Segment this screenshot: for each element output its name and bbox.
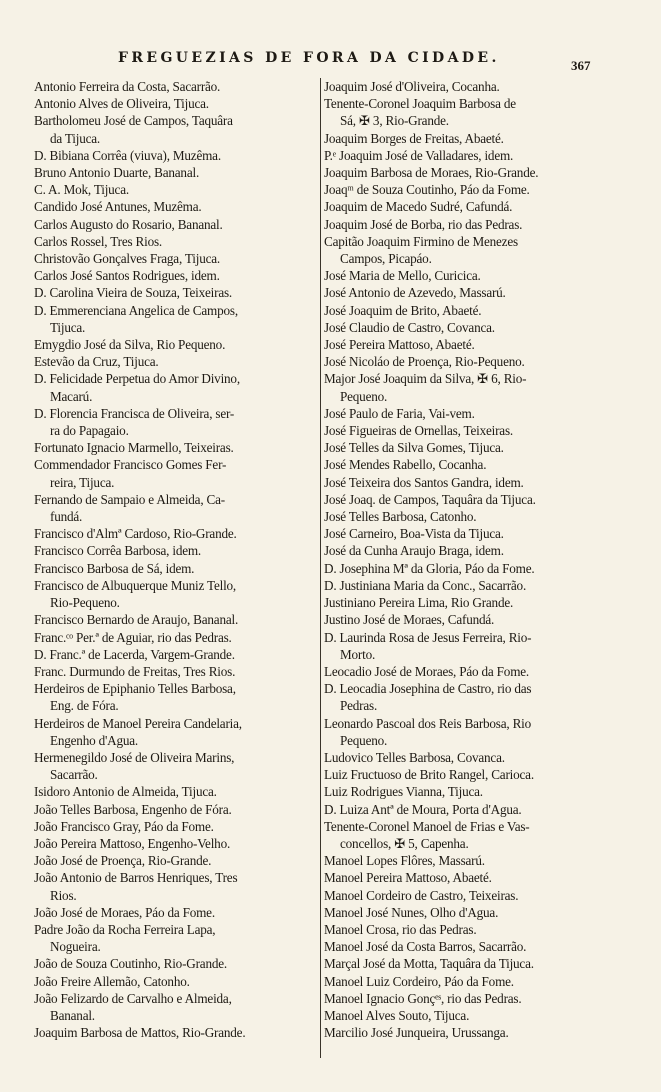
entry-line: Christovão Gonçalves Fraga, Tijuca. — [34, 251, 221, 267]
directory-entry — [34, 147, 316, 164]
entry-line: João Francisco Gray, Páo da Fome. — [34, 818, 214, 834]
entry-line: Manoel José Nunes, Olho d'Agua. — [324, 904, 499, 920]
entry-line: José Figueiras de Ornellas, Teixeiras. — [324, 423, 513, 439]
directory-entry — [34, 284, 316, 301]
directory-entry — [34, 216, 316, 233]
entry-line: Fortunato Ignacio Marmello, Teixeiras. — [34, 440, 234, 456]
entry-line: Joaqᵐ de Souza Coutinho, Páo da Fome. — [324, 182, 530, 198]
entry-continuation: Nogueira. — [50, 939, 101, 955]
entry-line: Major José Joaquim da Silva, ✠ 6, Rio- — [324, 371, 527, 387]
entry-line: Francisco Corrêa Barbosa, idem. — [34, 543, 202, 559]
left-column — [34, 78, 316, 1041]
directory-entry — [34, 1024, 316, 1041]
directory-entry — [324, 370, 642, 404]
entry-line: Antonio Ferreira da Costa, Sacarrão. — [34, 79, 221, 94]
entry-line: João José de Moraes, Páo da Fome. — [34, 904, 215, 920]
entry-line: D. Bibiana Corrêa (viuva), Muzêma. — [34, 147, 221, 163]
entry-line: Francisco Barbosa de Sá, idem. — [34, 560, 195, 576]
entry-line: Joaquim Barbosa de Mattos, Rio-Grande. — [34, 1025, 246, 1041]
directory-entry — [34, 783, 316, 800]
entry-line: Justiniano Pereira Lima, Rio Grande. — [324, 595, 514, 611]
entry-line: Ludovico Telles Barbosa, Covanca. — [324, 749, 505, 765]
directory-entry — [324, 577, 642, 594]
directory-entry — [34, 611, 316, 628]
directory-entry — [324, 422, 642, 439]
entry-line: D. Luiza Antª de Moura, Porta d'Agua. — [324, 801, 522, 817]
directory-entry — [324, 663, 642, 680]
entry-continuation: Pequeno. — [340, 388, 388, 404]
entry-line: Manoel Lopes Flôres, Massarú. — [324, 853, 485, 869]
directory-entry — [324, 783, 642, 800]
entry-continuation: Campos, Picapáo. — [340, 251, 432, 267]
directory-entry — [34, 973, 316, 990]
entry-line: D. Laurinda Rosa de Jesus Ferreira, Rio- — [324, 629, 532, 645]
entry-line: Commendador Francisco Gomes Fer- — [34, 457, 227, 473]
directory-entry — [34, 370, 316, 404]
directory-entry — [324, 938, 642, 955]
entry-line: José Mendes Rabello, Cocanha. — [324, 457, 487, 473]
entry-line: Emygdio José da Silva, Rio Pequeno. — [34, 337, 226, 353]
entry-line: Carlos Augusto do Rosario, Bananal. — [34, 216, 223, 232]
directory-entry — [34, 181, 316, 198]
directory-entry — [34, 852, 316, 869]
directory-entry — [324, 439, 642, 456]
directory-entry — [324, 284, 642, 301]
entry-line: Capitão Joaquim Firmino de Menezes — [324, 233, 518, 249]
directory-entry — [34, 680, 316, 714]
entry-line: Leocadio José de Moraes, Páo da Fome. — [324, 663, 530, 679]
entry-line: José Telles Barbosa, Catonho. — [324, 509, 477, 525]
directory-entry — [324, 852, 642, 869]
entry-continuation: Pedras. — [340, 698, 378, 714]
entry-continuation: Sá, ✠ 3, Rio-Grande. — [340, 113, 449, 129]
directory-entry — [324, 233, 642, 267]
entry-line: Bartholomeu José de Campos, Taquâra — [34, 113, 233, 129]
directory-entry — [34, 818, 316, 835]
entry-line: Carlos José Santos Rodrigues, idem. — [34, 268, 220, 284]
directory-entry — [34, 663, 316, 680]
directory-entry — [34, 869, 316, 903]
directory-entry — [324, 818, 642, 852]
entry-line: Tenente-Coronel Manoel de Frias e Vas- — [324, 818, 530, 834]
entry-continuation: concellos, ✠ 5, Capenha. — [340, 835, 469, 851]
entry-line: Fernando de Sampaio e Almeida, Ca- — [34, 491, 225, 507]
directory-entry — [34, 405, 316, 439]
directory-entry — [34, 577, 316, 611]
directory-entry — [324, 973, 642, 990]
directory-entry — [324, 353, 642, 370]
entry-line: Manoel Crosa, rio das Pedras. — [324, 921, 477, 937]
entry-line: Marcilio José Junqueira, Urussanga. — [324, 1025, 509, 1041]
columns — [34, 78, 642, 1078]
entry-line: Candido José Antunes, Muzêma. — [34, 199, 202, 215]
directory-entry — [324, 594, 642, 611]
directory-entry — [324, 474, 642, 491]
entry-continuation: Sacarrão. — [50, 767, 98, 783]
directory-entry — [324, 319, 642, 336]
entry-continuation: Rios. — [50, 887, 77, 903]
directory-entry — [34, 646, 316, 663]
directory-entry — [324, 766, 642, 783]
directory-entry — [34, 250, 316, 267]
directory-entry — [324, 680, 642, 714]
entry-line: D. Felicidade Perpetua do Amor Divino, — [34, 371, 240, 387]
directory-entry — [324, 869, 642, 886]
directory-entry — [34, 715, 316, 749]
entry-continuation: reira, Tijuca. — [50, 474, 115, 490]
directory-entry — [34, 267, 316, 284]
entry-line: Luiz Fructuoso de Brito Rangel, Carioca. — [324, 767, 534, 783]
directory-entry — [324, 147, 642, 164]
entry-continuation: Engenho d'Agua. — [50, 732, 139, 748]
entry-line: Manoel Pereira Mattoso, Abaeté. — [324, 870, 492, 886]
entry-line: Justino José de Moraes, Cafundá. — [324, 612, 495, 628]
right-column — [324, 78, 642, 1041]
entry-line: José Pereira Mattoso, Abaeté. — [324, 337, 475, 353]
directory-entry — [34, 990, 316, 1024]
directory-entry — [34, 233, 316, 250]
directory-entry — [34, 353, 316, 370]
directory-entry — [34, 801, 316, 818]
entry-line: Leonardo Pascoal dos Reis Barbosa, Rio — [324, 715, 532, 731]
entry-line: Hermenegildo José de Oliveira Marins, — [34, 749, 235, 765]
directory-entry — [324, 990, 642, 1007]
entry-line: Manoel Alves Souto, Tijuca. — [324, 1007, 470, 1023]
directory-entry — [324, 525, 642, 542]
entry-continuation: Bananal. — [50, 1007, 95, 1023]
entry-line: Herdeiros de Epiphanio Telles Barbosa, — [34, 681, 236, 697]
directory-entry — [34, 904, 316, 921]
entry-continuation: Rio-Pequeno. — [50, 595, 120, 611]
directory-entry — [34, 164, 316, 181]
directory-entry — [34, 78, 316, 95]
entry-line: Estevão da Cruz, Tijuca. — [34, 354, 159, 370]
entry-continuation: Tijuca. — [50, 319, 86, 335]
entry-line: Carlos Rossel, Tres Rios. — [34, 233, 163, 249]
entry-line: Francisco Bernardo de Araujo, Bananal. — [34, 612, 239, 628]
directory-entry — [324, 130, 642, 147]
entry-line: Marçal José da Motta, Taquâra da Tijuca. — [324, 956, 534, 972]
directory-entry — [324, 405, 642, 422]
entry-line: Padre João da Rocha Ferreira Lapa, — [34, 921, 216, 937]
entry-line: João José de Proença, Rio-Grande. — [34, 853, 212, 869]
directory-entry — [324, 95, 642, 129]
column-divider — [320, 78, 321, 1058]
entry-line: Antonio Alves de Oliveira, Tijuca. — [34, 96, 209, 112]
directory-entry — [324, 611, 642, 628]
entry-line: João Pereira Mattoso, Engenho-Velho. — [34, 835, 231, 851]
directory-entry — [324, 1024, 642, 1041]
entry-line: D. Leocadia Josephina de Castro, rio das — [324, 681, 532, 697]
entry-line: Manoel José da Costa Barros, Sacarrão. — [324, 939, 527, 955]
directory-entry — [324, 1007, 642, 1024]
entry-line: Joaquim José de Borba, rio das Pedras. — [324, 216, 523, 232]
entry-line: Manoel Ignacio Gonçᵉˢ, rio das Pedras. — [324, 990, 522, 1006]
entry-line: D. Florencia Francisca de Oliveira, ser- — [34, 405, 235, 421]
directory-entry — [324, 491, 642, 508]
directory-entry — [34, 921, 316, 955]
entry-line: Joaquim José d'Oliveira, Cocanha. — [324, 79, 500, 94]
directory-entry — [324, 542, 642, 559]
directory-entry — [34, 336, 316, 353]
entry-line: Tenente-Coronel Joaquim Barbosa de — [324, 96, 516, 112]
directory-entry — [324, 801, 642, 818]
entry-line: João Felizardo de Carvalho e Almeida, — [34, 990, 232, 1006]
directory-entry — [34, 542, 316, 559]
entry-line: D. Carolina Vieira de Souza, Teixeiras. — [34, 285, 233, 301]
entry-line: D. Justiniana Maria da Conc., Sacarrão. — [324, 577, 527, 593]
entry-line: Francisco de Albuquerque Muniz Tello, — [34, 577, 237, 593]
directory-entry — [324, 749, 642, 766]
directory-entry — [324, 456, 642, 473]
directory-entry — [324, 887, 642, 904]
page-title: FREGUEZIAS DE FORA DA CIDADE. — [118, 50, 500, 66]
directory-entry — [34, 525, 316, 542]
directory-entry — [34, 456, 316, 490]
directory-entry — [324, 336, 642, 353]
directory-entry — [324, 181, 642, 198]
entry-line: D. Josephina Mª da Gloria, Páo da Fome. — [324, 560, 535, 576]
entry-continuation: Morto. — [340, 646, 376, 662]
directory-entry — [324, 629, 642, 663]
entry-line: José Antonio de Azevedo, Massarú. — [324, 285, 506, 301]
directory-entry — [324, 904, 642, 921]
directory-entry — [34, 439, 316, 456]
entry-line: José Maria de Mello, Curicica. — [324, 268, 481, 284]
entry-line: Francisco d'Almª Cardoso, Rio-Grande. — [34, 526, 237, 542]
entry-line: Franc. Durmundo de Freitas, Tres Rios. — [34, 663, 236, 679]
entry-line: Joaquim Barbosa de Moraes, Rio-Grande. — [324, 165, 539, 181]
directory-entry — [34, 629, 316, 646]
directory-entry — [324, 921, 642, 938]
entry-line: Luiz Rodrigues Vianna, Tijuca. — [324, 784, 483, 800]
entry-line: José Telles da Silva Gomes, Tijuca. — [324, 440, 504, 456]
directory-entry — [324, 267, 642, 284]
directory-entry — [324, 955, 642, 972]
entry-line: João Antonio de Barros Henriques, Tres — [34, 870, 238, 886]
directory-entry — [324, 560, 642, 577]
page-header — [0, 46, 661, 72]
entry-line: João Telles Barbosa, Engenho de Fóra. — [34, 801, 232, 817]
directory-entry — [34, 955, 316, 972]
entry-continuation: Eng. de Fóra. — [50, 698, 119, 714]
entry-line: Herdeiros de Manoel Pereira Candelaria, — [34, 715, 242, 731]
entry-continuation: fundá. — [50, 509, 83, 525]
directory-entry — [324, 198, 642, 215]
entry-line: D. Emmerenciana Angelica de Campos, — [34, 302, 238, 318]
page-number: 367 — [571, 58, 591, 73]
entry-line: José Joaq. de Campos, Taquâra da Tijuca. — [324, 491, 536, 507]
entry-line: João Freire Allemão, Catonho. — [34, 973, 190, 989]
entry-line: José Teixeira dos Santos Gandra, idem. — [324, 474, 524, 490]
directory-entry — [324, 216, 642, 233]
entry-line: João de Souza Coutinho, Rio-Grande. — [34, 956, 227, 972]
directory-entry — [34, 835, 316, 852]
directory-entry — [34, 112, 316, 146]
entry-continuation: ra do Papagaio. — [50, 423, 129, 439]
directory-entry — [34, 302, 316, 336]
entry-line: Manoel Luiz Cordeiro, Páo da Fome. — [324, 973, 514, 989]
directory-entry — [34, 198, 316, 215]
directory-entry — [324, 78, 642, 95]
entry-continuation: da Tijuca. — [50, 130, 101, 146]
entry-line: Joaquim Borges de Freitas, Abaeté. — [324, 130, 504, 146]
directory-entry — [34, 560, 316, 577]
directory-entry — [324, 715, 642, 749]
entry-line: José Claudio de Castro, Covanca. — [324, 319, 495, 335]
entry-line: José da Cunha Araujo Braga, idem. — [324, 543, 504, 559]
entry-line: José Carneiro, Boa-Vista da Tijuca. — [324, 526, 504, 542]
directory-entry — [324, 508, 642, 525]
entry-continuation: Macarú. — [50, 388, 93, 404]
directory-entry — [34, 749, 316, 783]
directory-entry — [34, 95, 316, 112]
entry-line: P.ᵉ Joaquim José de Valladares, idem. — [324, 147, 514, 163]
entry-line: C. A. Mok, Tijuca. — [34, 182, 129, 198]
entry-line: Manoel Cordeiro de Castro, Teixeiras. — [324, 887, 519, 903]
entry-line: Bruno Antonio Duarte, Bananal. — [34, 165, 200, 181]
entry-line: José Paulo de Faria, Vai-vem. — [324, 405, 475, 421]
entry-line: José Nicoláo de Proença, Rio-Pequeno. — [324, 354, 525, 370]
entry-line: Joaquim de Macedo Sudré, Cafundá. — [324, 199, 513, 215]
entry-line: Franc.ᶜᵒ Per.ª de Aguiar, rio das Pedras. — [34, 629, 232, 645]
directory-entry — [34, 491, 316, 525]
directory-entry — [324, 302, 642, 319]
entry-line: José Joaquim de Brito, Abaeté. — [324, 302, 482, 318]
entry-continuation: Pequeno. — [340, 732, 388, 748]
entry-line: Isidoro Antonio de Almeida, Tijuca. — [34, 784, 217, 800]
directory-entry — [324, 164, 642, 181]
entry-line: D. Franc.ª de Lacerda, Vargem-Grande. — [34, 646, 235, 662]
